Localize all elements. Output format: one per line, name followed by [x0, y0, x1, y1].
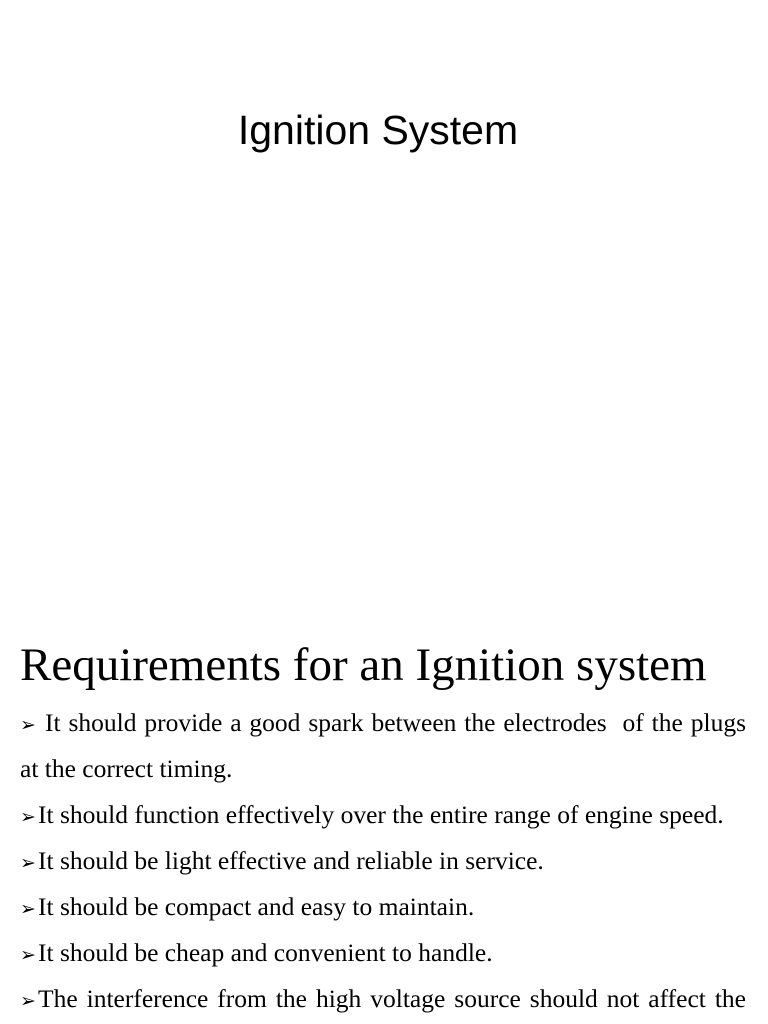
- bullet-item: [20, 792, 746, 838]
- bullet-text: It should be cheap and convenient to handle.: [38, 938, 493, 967]
- bullet-arrow-icon: ➢: [20, 852, 36, 874]
- bullet-text: It should function effectively over the entire range of engine speed.: [38, 800, 724, 829]
- bullet-item: [20, 930, 746, 976]
- bullet-arrow-icon: ➢: [20, 806, 36, 828]
- requirements-bullet-list: [20, 700, 746, 1022]
- bullet-item: [20, 700, 746, 746]
- slide-title: Ignition System: [237, 107, 519, 153]
- bullet-text: It should provide a good spark between the electrodes of the plugs: [45, 708, 746, 737]
- bullet-text: It should be compact and easy to maintain.: [38, 892, 475, 921]
- bullet-text: It should be light effective and reliable in service.: [38, 846, 544, 875]
- bullet-arrow-icon: ➢: [20, 944, 36, 966]
- bullet-item: [20, 976, 746, 1022]
- bullet-arrow-icon: ➢: [20, 990, 36, 1012]
- bullet-item: [20, 884, 746, 930]
- bullet-text: at the correct timing.: [20, 754, 233, 783]
- requirements-heading: Requirements for an Ignition system: [20, 639, 707, 691]
- bullet-arrow-icon: ➢: [20, 898, 36, 920]
- bullet-text: The interference from the high voltage source should not affect the: [38, 984, 746, 1013]
- bullet-arrow-icon: ➢: [20, 714, 36, 736]
- bullet-item: [20, 838, 746, 884]
- bullet-item-continuation: [20, 746, 746, 792]
